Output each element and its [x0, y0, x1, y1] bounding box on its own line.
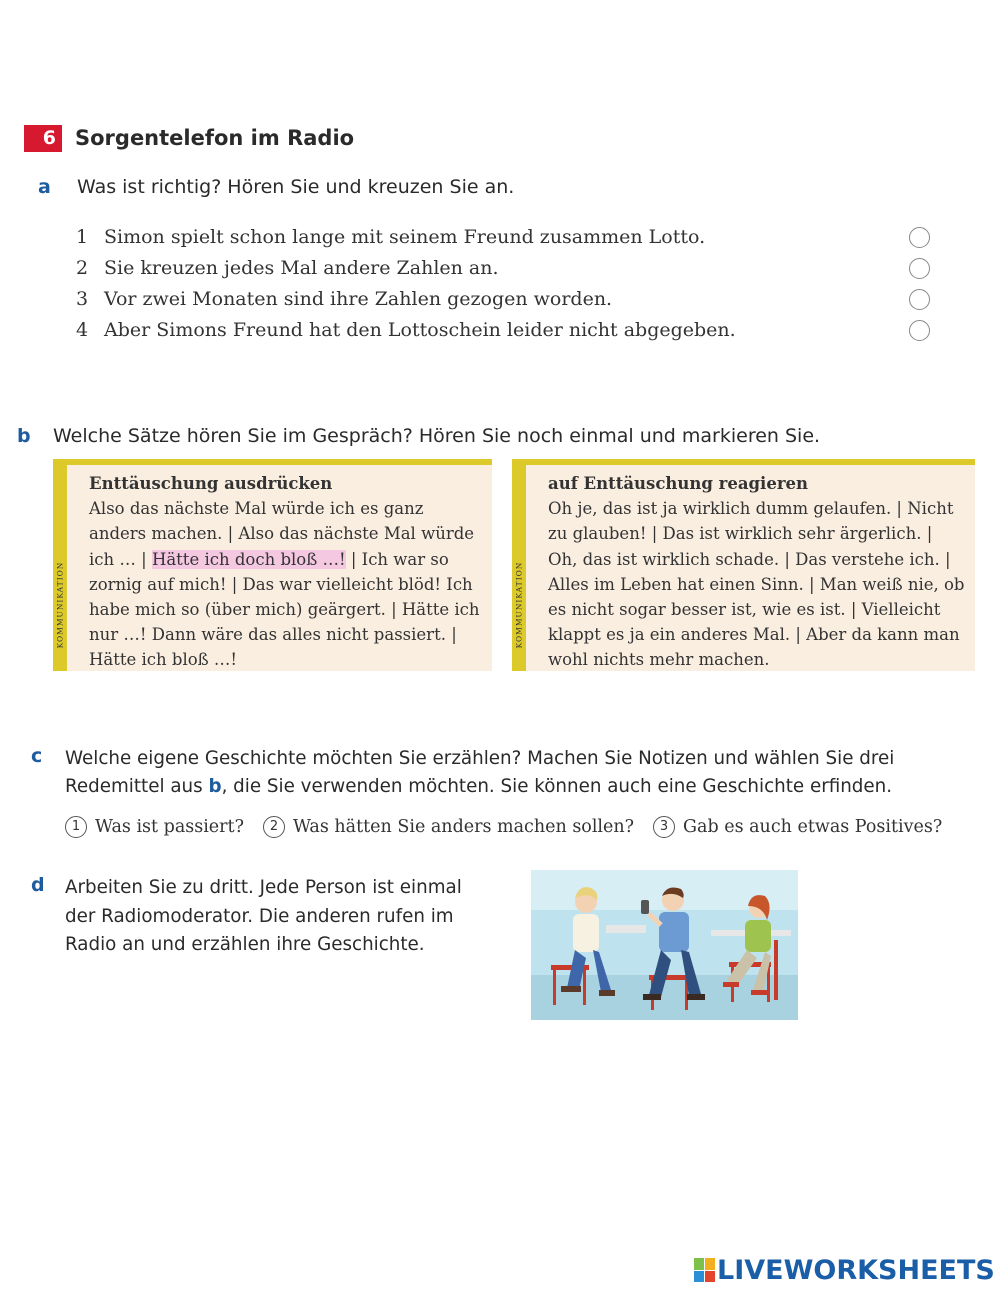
prompt-item — [65, 816, 244, 838]
answer-radio-4[interactable] — [909, 320, 930, 341]
statement-number: 1 — [76, 225, 89, 248]
part-a-letter: a — [38, 176, 51, 198]
part-c-prompts — [65, 816, 942, 838]
radio-call-illustration — [531, 870, 798, 1020]
part-c-line2-before: Redemittel aus — [65, 776, 209, 797]
prompt-text: Was ist passiert? — [95, 817, 244, 837]
statement-text: Sie kreuzen jedes Mal andere Zahlen an. — [104, 256, 499, 279]
prompt-item — [263, 816, 634, 838]
prompt-text: Was hätten Sie anders machen sollen? — [292, 817, 635, 837]
part-d-line: Arbeiten Sie zu dritt. Jede Person ist einmal — [65, 877, 462, 898]
statement-number: 2 — [76, 256, 89, 279]
statement-text: Simon spielt schon lange mit seinem Freund zusammen Lotto. — [104, 225, 706, 248]
highlighted-phrase[interactable]: Hätte ich doch bloß …! — [151, 549, 346, 569]
phrase-text-before: Also das nächste Mal würde ich es ganz anders machen. | Also das nächste Mal würde ich … | — [89, 499, 475, 569]
phrase-text-after: | Ich war so zornig auf mich! | Das war vielleicht blöd! Ich habe mich so (über mich) geärgert. | Hätte ich nur …! Dann wäre das alles nicht passiert. | Hätte ich bloß …! — [89, 549, 480, 670]
logo-mark-icon — [694, 1258, 715, 1282]
statement-list — [76, 221, 936, 345]
part-b-reference: b — [208, 776, 222, 797]
part-c-instruction-line2 — [65, 773, 894, 801]
statement-row — [76, 252, 936, 283]
answer-radio-3[interactable] — [909, 289, 930, 310]
box-stripe-label: KOMMUNIKATION — [514, 561, 524, 649]
exercise-number-badge: 6 — [24, 125, 62, 152]
statement-number: 4 — [76, 318, 89, 341]
phrase-box-heading: Enttäuschung ausdrücken — [89, 474, 333, 493]
answer-radio-2[interactable] — [909, 258, 930, 279]
statement-text: Vor zwei Monaten sind ihre Zahlen gezogen worden. — [104, 287, 613, 310]
part-c-instruction — [65, 745, 894, 801]
part-a-instruction: Was ist richtig? Hören Sie und kreuzen Sie an. — [77, 176, 515, 198]
part-b-instruction: Welche Sätze hören Sie im Gespräch? Hören Sie noch einmal und markieren Sie. — [53, 425, 821, 447]
phrase-box-text — [89, 496, 482, 672]
logo-wordmark: LIVEWORKSHEETS — [717, 1254, 995, 1286]
statement-text: Aber Simons Freund hat den Lottoschein leider nicht abgegeben. — [104, 318, 736, 341]
part-d-letter: d — [31, 874, 45, 896]
part-d-instruction — [65, 874, 462, 960]
liveworksheets-logo — [694, 1252, 995, 1288]
part-c-instruction-line1: Welche eigene Geschichte möchten Sie erzählen? Machen Sie Notizen und wählen Sie drei — [65, 748, 895, 769]
part-d-line: Radio an und erzählen ihre Geschichte. — [65, 934, 425, 955]
prompt-number-circle: 2 — [263, 816, 285, 838]
phrase-box-content — [89, 471, 482, 673]
prompt-text: Gab es auch etwas Positives? — [683, 817, 943, 837]
phrase-box-reaction — [512, 459, 975, 671]
statement-number: 3 — [76, 287, 89, 310]
exercise-title: Sorgentelefon im Radio — [75, 126, 355, 150]
part-c-line2-after: , die Sie verwenden möchten. Sie können auch eine Geschichte erfinden. — [221, 776, 893, 797]
phrase-box-disappointment — [53, 459, 492, 671]
prompt-number-circle: 1 — [65, 816, 87, 838]
answer-radio-1[interactable] — [909, 227, 930, 248]
box-stripe-label: KOMMUNIKATION — [55, 561, 65, 649]
part-c-letter: c — [31, 745, 43, 767]
prompt-item — [653, 816, 942, 838]
phrase-box-text: Oh je, das ist ja wirklich dumm gelaufen. | Nicht zu glauben! | Das ist wirklich sehr ärgerlich. | Oh, das ist wirklich schade. | Das verstehe ich. | Alles im Leben hat einen Sinn. | Man weiß nie, ob es nicht sogar besser ist, wie es ist. | Vielleicht klappt es ja ein anderes Mal. | Aber da kann man wohl nichts mehr machen. — [548, 499, 965, 670]
exercise-header — [24, 123, 354, 153]
statement-row — [76, 314, 936, 345]
part-d-line: der Radiomoderator. Die anderen rufen im — [65, 905, 454, 927]
statement-row — [76, 221, 936, 252]
part-b-letter: b — [17, 425, 31, 447]
phrase-box-heading: auf Enttäuschung reagieren — [548, 474, 809, 493]
statement-row — [76, 283, 936, 314]
prompt-number-circle: 3 — [653, 816, 675, 838]
phrase-box-content — [548, 471, 965, 673]
